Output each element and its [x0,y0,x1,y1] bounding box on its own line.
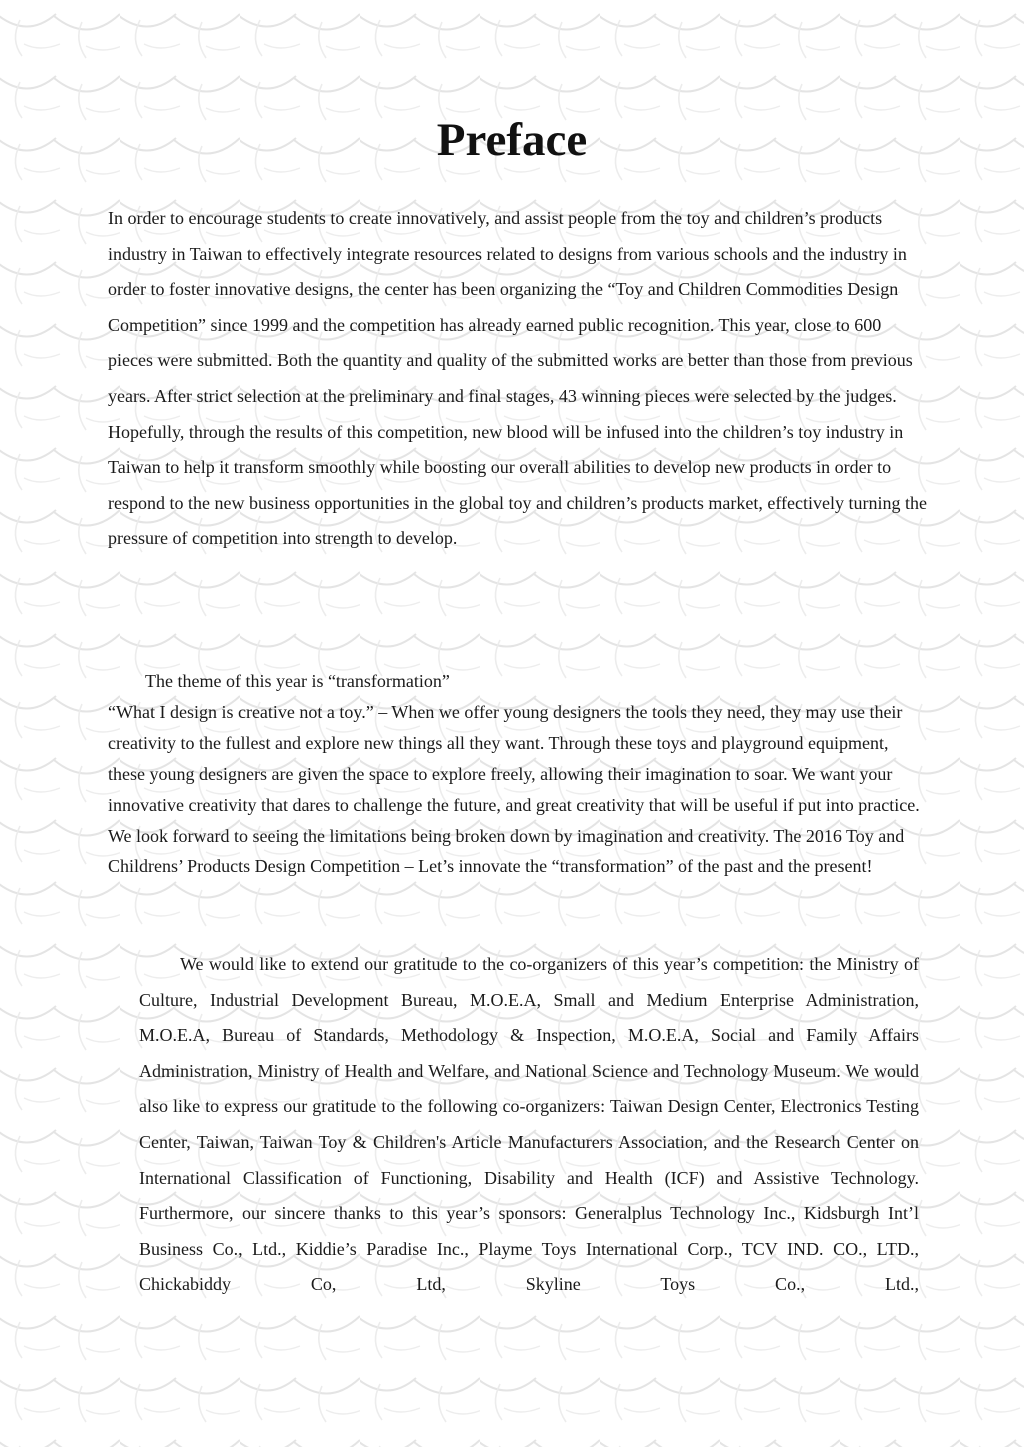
paragraph-gratitude: We would like to extend our gratitude to the co-organizers of this year’s competition: the Ministry of Culture, Industrial Development Bureau, M.O.E.A, Small and Medium Enterprise Administration, M.O.E.A, Bureau of Standards, Methodology & Inspection, M.O.E.A, Social and Family Affairs Administration, Ministry of Health and Welfare, and National Science and Technology Museum. We would also like to express our gratitude to the following co-organizers: Taiwan Design Center, Electronics Testing Center, Taiwan, Taiwan Toy & Children's Article Manufacturers Association, and the Research Center on International Classification of Functioning, Disability and Health (ICF) and Assistive Technology. Furthermore, our sincere thanks to this year’s sponsors: Generalplus Technology Inc., Kidsburgh Int’l Business Co., Ltd., Kiddie’s Paradise Inc., Playme Toys International Corp., TCV IND. CO., LTD., Chickabiddy Co, Ltd, Skyline Toys Co., Ltd., [139,954,919,1295]
paragraph-intro: In order to encourage students to create innovatively, and assist people from the toy and children’s products industry in Taiwan to effectively integrate resources related to designs from various schools and the industry in order to foster innovative designs, the center has been organizing the “Toy and Children Commodities Design Competition” since 1999 and the competition has already earned public recognition. This year, close to 600 pieces were submitted. Both the quantity and quality of the submitted works are better than those from previous years. After strict selection at the preliminary and final stages, 43 winning pieces were selected by the judges. Hopefully, through the results of this competition, new blood will be infused into the children’s toy industry in Taiwan to help it transform smoothly while boosting our overall abilities to develop new products in order to respond to the new business opportunities in the global toy and children’s products market, effectively turning the pressure of competition into strength to develop. [108,208,927,549]
theme-description: “What I design is creative not a toy.” – When we offer young designers the tools they need, they may use their creativity to the fullest and explore new things all they want. Through these toys and playground equipment, these young designers are given the space to explore freely, allowing their imagination to soar. We want your innovative creativity that dares to challenge the future, and great creativity that will be useful if put into practice. We look forward to seeing the limitations being broken down by imagination and creativity. The 2016 Toy and Childrens’ Products Design Competition – Let’s innovate the “transformation” of the past and the present! [108,701,920,877]
theme-line: The theme of this year is “transformation” [145,671,450,691]
page-title: Preface [436,114,588,166]
paragraph-theme [108,666,928,882]
